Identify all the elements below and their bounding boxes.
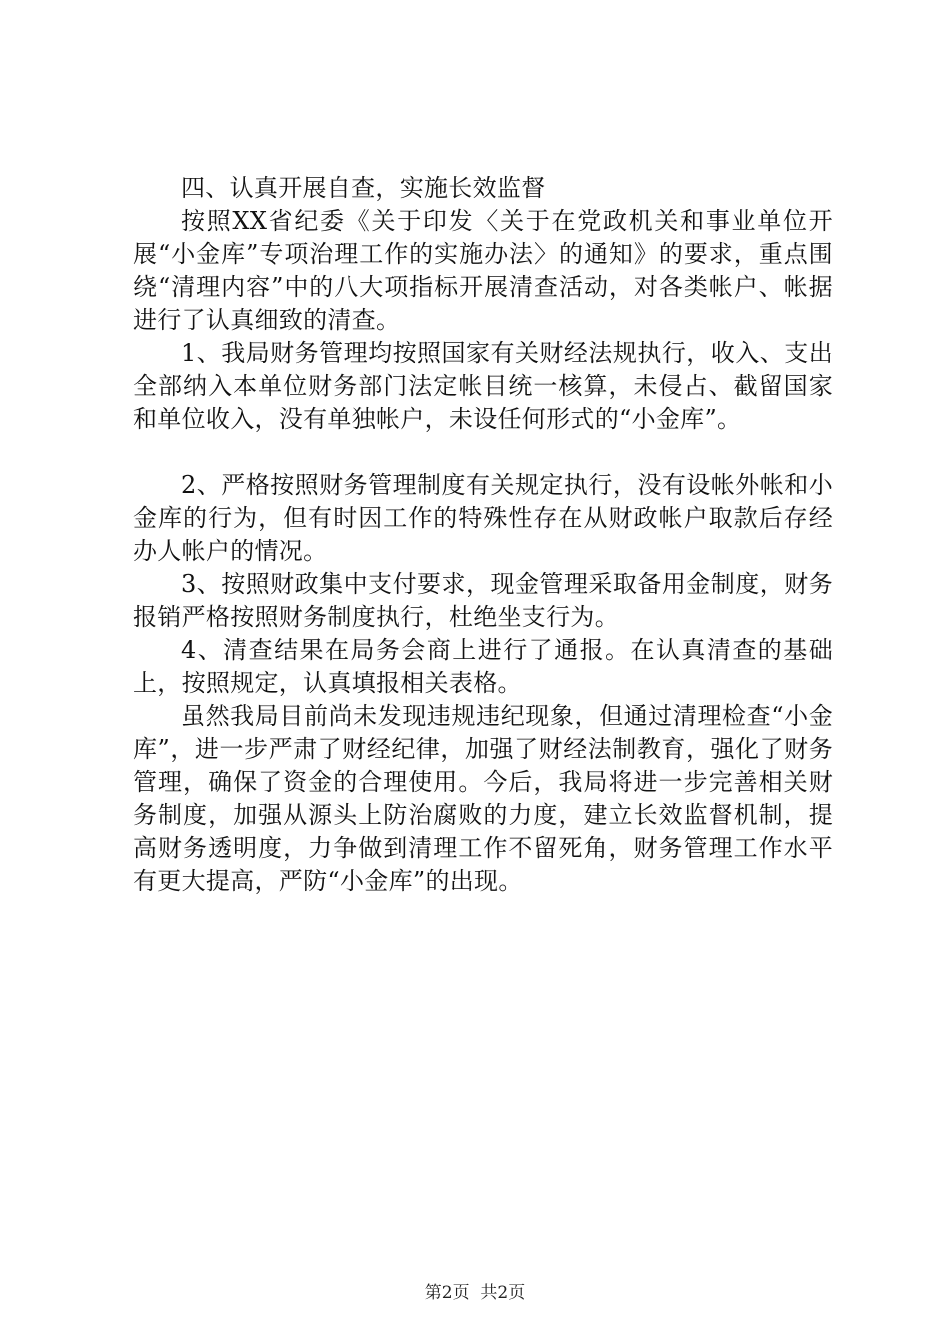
- document-body: [133, 172, 833, 898]
- paragraph-item-4: 4、清查结果在局务会商上进行了通报。在认真清查的基础上，按照规定，认真填报相关表格。: [133, 636, 833, 697]
- paragraph-conclusion: 虽然我局目前尚未发现违规违纪现象，但通过清理检查“小金库”，进一步严肃了财经纪律，加强了财经法制教育，强化了财务管理，确保了资金的合理使用。今后，我局将进一步完善相关财务制度，加强从源头上防治腐败的力度，建立长效监督机制，提高财务透明度，力争做到清理工作不留死角，财务管理工作水平有更大提高，严防“小金库”的出现。: [133, 702, 833, 895]
- section-heading: 四、认真开展自查，实施长效监督: [181, 174, 546, 202]
- page-footer: [0, 1281, 950, 1305]
- paragraph-item-3: 3、按照财政集中支付要求，现金管理采取备用金制度，财务报销严格按照财务制度执行，杜绝坐支行为。: [133, 570, 833, 631]
- paragraph-intro: 按照XX省纪委《关于印发〈关于在党政机关和事业单位开展“小金库”专项治理工作的实施办法〉的通知》的要求，重点围绕“清理内容”中的八大项指标开展清查活动，对各类帐户、帐据进行了认真细致的清查。: [133, 207, 833, 334]
- paragraph-item-1: 1、我局财务管理均按照国家有关财经法规执行，收入、支出全部纳入本单位财务部门法定帐目统一核算，未侵占、截留国家和单位收入，没有单独帐户，未设任何形式的“小金库”。: [133, 339, 833, 433]
- page-number: 第2页 共2页: [424, 1283, 526, 1303]
- paragraph-item-2: 2、严格按照财务管理制度有关规定执行，没有设帐外帐和小金库的行为，但有时因工作的特殊性存在从财政帐户取款后存经办人帐户的情况。: [133, 471, 833, 565]
